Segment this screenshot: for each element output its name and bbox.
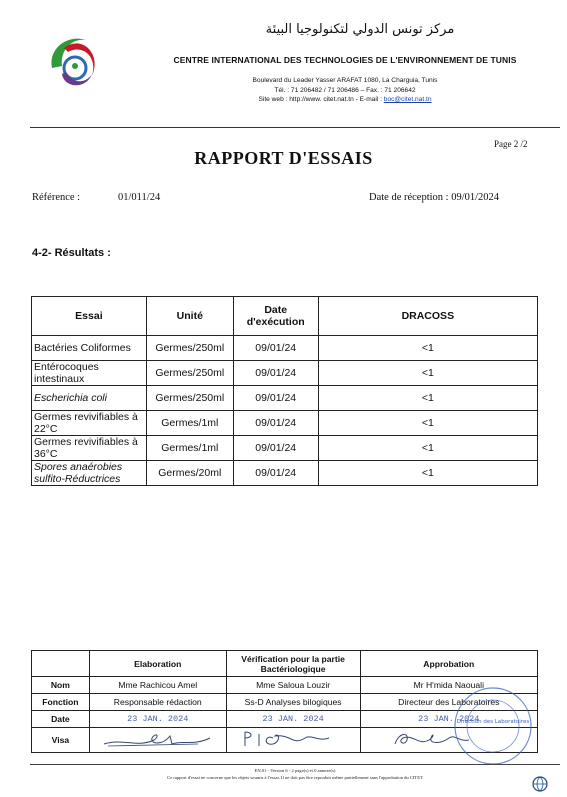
row-label: Date (32, 711, 90, 728)
date-cell: 09/01/24 (233, 361, 318, 386)
signature-header-verification: Vérification pour la partie Bactériologique (226, 651, 360, 677)
column-header-date: Date d'exécution (233, 297, 318, 336)
signature-cell: Mme Saloua Louzir (226, 677, 360, 694)
column-header-essai: Essai (32, 297, 147, 336)
results-table (31, 296, 538, 486)
stamp-label: Direction des Laboratoires (456, 719, 530, 725)
signature-elaboration-icon (98, 728, 218, 750)
column-header-dracoss: DRACOSS (318, 297, 537, 336)
date-cell: 09/01/24 (233, 461, 318, 486)
signature-cell: Mr H'mida Naouali (360, 677, 537, 694)
reception-date: Date de réception : 09/01/2024 (369, 192, 500, 203)
reference-label: Référence : (32, 192, 81, 203)
org-address: Boulevard du Leader Yasser ARAFAT 1080, La Charguia, Tunis (252, 77, 438, 84)
report-title: RAPPORT D'ESSAIS (194, 148, 373, 168)
row-label: Visa (32, 728, 90, 753)
essai-cell: Germes revivifiables à 36°C (32, 436, 147, 461)
column-header-unite: Unité (146, 297, 233, 336)
citet-logo (42, 28, 108, 96)
org-name: CENTRE INTERNATIONAL DES TECHNOLOGIES DE L'ENVIRONNEMENT DE TUNIS (173, 55, 517, 65)
table-row (32, 336, 538, 361)
signature-cell: Mme Rachicou Amel (89, 677, 226, 694)
signature-header-row (32, 651, 538, 677)
certification-globe-icon (532, 776, 548, 792)
unite-cell: Germes/20ml (146, 461, 233, 486)
table-row (32, 436, 538, 461)
date-stamp: 23 JAN. 2024 (226, 711, 360, 728)
org-name-arabic: مركز تونس الدولي لتكنولوجيا البيئة (265, 22, 455, 37)
table-row (32, 411, 538, 436)
org-phone-fax: Tél. : 71 206482 / 71 206486 – Fax. : 71 206642 (274, 86, 416, 94)
essai-cell: Germes revivifiables à 22°C (32, 411, 147, 436)
table-row (32, 361, 538, 386)
value-cell: <1 (318, 436, 537, 461)
signature-header-blank (32, 651, 90, 677)
date-cell: 09/01/24 (233, 411, 318, 436)
row-label: Fonction (32, 694, 90, 711)
footer-disclaimer: Ce rapport d'essai ne concerne que les objets soumis à l'essai. Il ne doit pas être reproduit même partiellement sans l'approbation du CITET (167, 775, 423, 780)
value-cell: <1 (318, 411, 537, 436)
signature-verification-icon (233, 728, 353, 750)
table-row (32, 461, 538, 486)
unite-cell: Germes/250ml (146, 361, 233, 386)
table-row (32, 386, 538, 411)
signature-header-approbation: Approbation (360, 651, 537, 677)
section-title: 4-2- Résultats : (32, 247, 111, 259)
org-address-block (120, 76, 567, 105)
date-stamp: 23 JAN. 2024 (89, 711, 226, 728)
email-link[interactable]: boc@citet.nat.tn (383, 96, 432, 103)
unite-cell: Germes/1ml (146, 411, 233, 436)
value-cell: <1 (318, 386, 537, 411)
visa-cell (226, 728, 360, 753)
unite-cell: Germes/250ml (146, 336, 233, 361)
essai-cell: Escherichia coli (32, 386, 147, 411)
org-web-email (120, 95, 567, 105)
value-cell: <1 (318, 461, 537, 486)
signature-cell: Ss-D Analyses bilogiques (226, 694, 360, 711)
unite-cell: Germes/250ml (146, 386, 233, 411)
signature-cell: Directeur des Laboratoires (360, 694, 537, 711)
essai-cell: Bactéries Coliformes (32, 336, 147, 361)
footer-version: EN.01 - Version 6 - 2 page(s) et 0 annexe(s) (254, 768, 336, 773)
value-cell: <1 (318, 361, 537, 386)
value-cell: <1 (318, 336, 537, 361)
web-text: Site web : http://www. citet.nat.tn - E-mail : (258, 96, 384, 103)
page-number: Page 2 /2 (494, 139, 528, 149)
header-divider (30, 127, 560, 128)
results-header-row (32, 297, 538, 336)
date-cell: 09/01/24 (233, 436, 318, 461)
date-cell: 09/01/24 (233, 336, 318, 361)
row-label: Nom (32, 677, 90, 694)
date-stamp: 23 JAN. 2024 (360, 711, 537, 728)
unite-cell: Germes/1ml (146, 436, 233, 461)
signature-cell: Responsable rédaction (89, 694, 226, 711)
laboratory-stamp (452, 685, 534, 767)
essai-cell: Entérocoques intestinaux (32, 361, 147, 386)
reference-value: 01/011/24 (118, 192, 161, 203)
visa-cell (89, 728, 226, 753)
footer-divider (30, 764, 560, 765)
signature-header-elaboration: Elaboration (89, 651, 226, 677)
date-cell: 09/01/24 (233, 386, 318, 411)
essai-cell: Spores anaérobies sulfito-Réductrices (32, 461, 147, 486)
